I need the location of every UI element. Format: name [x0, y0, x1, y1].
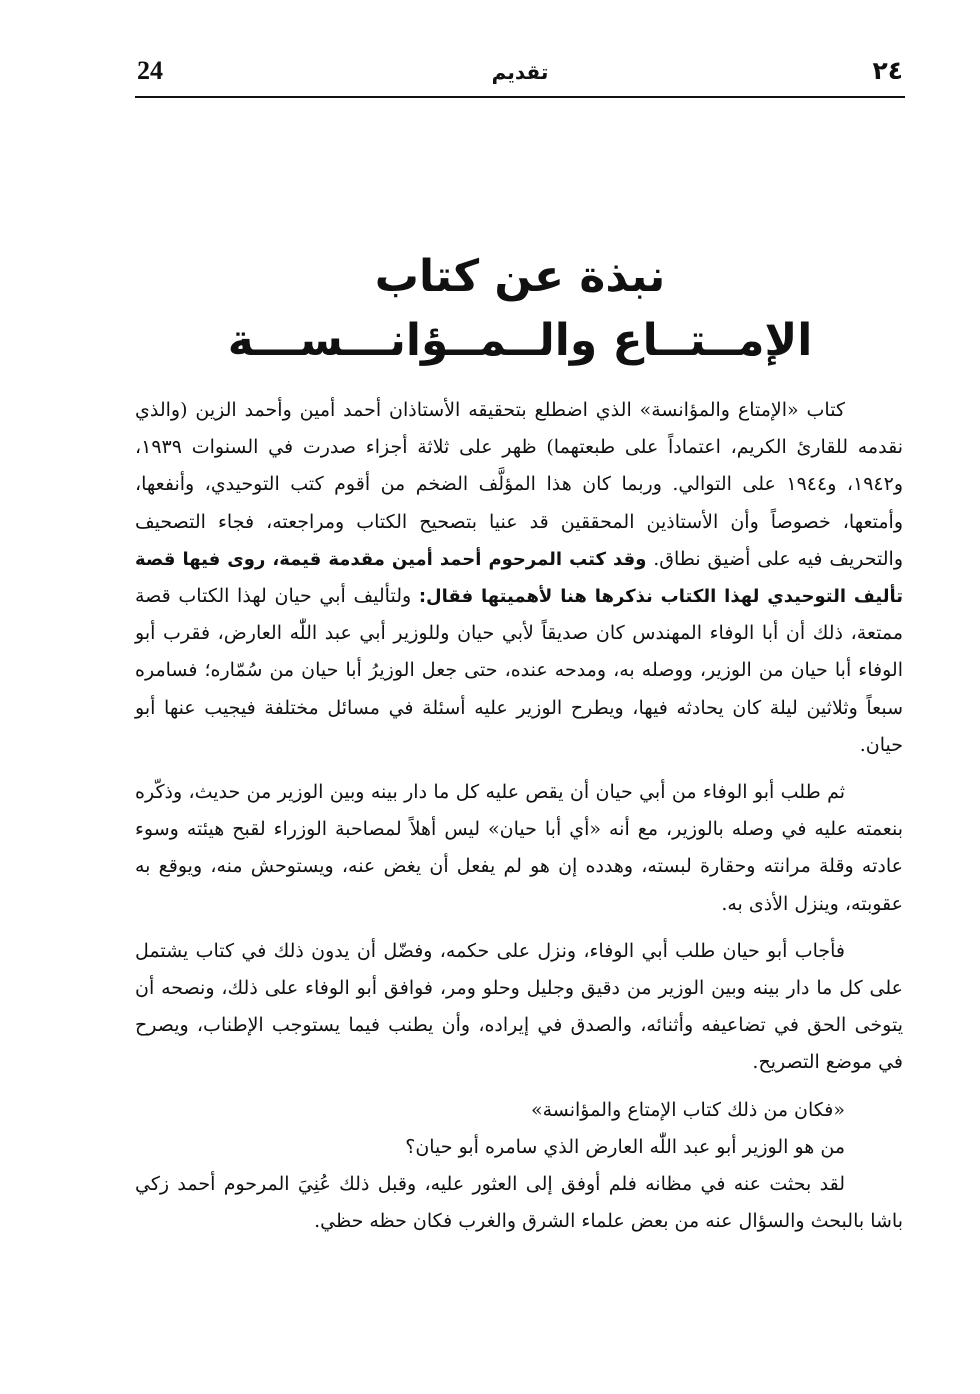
paragraph-1 [135, 392, 903, 764]
quote-line: «فكان من ذلك كتاب الإمتاع والمؤانسة» [530, 1098, 845, 1121]
page-header [135, 52, 905, 98]
paragraph-1-text-b: ولتأليف أبي حيان لهذا الكتاب قصة ممتعة، ذلك أن أبا الوفاء المهندس كان صديقاً لأبي حيان وللوزير أبي عبد اللّٰه العارض، فقرب أبو الوفاء أبا حيان من الوزير، ووصله به، ومدحه عنده، حتى جعل الوزيرُ أبا حيان من سُمّاره؛ فسامره سبعاً وثلاثين ليلة كان يحادثه فيها، ويطرح الوزير عليه أسئلة في مسائل مختلفة فيجيب عنها أبو حيان. [135, 585, 903, 756]
running-title: تقديم [491, 60, 549, 84]
question-line: من هو الوزير أبو عبد اللّٰه العارض الذي سامره أبو حيان؟ [405, 1135, 845, 1158]
paragraph-3: فأجاب أبو حيان طلب أبي الوفاء، ونزل على حكمه، وفضّل أن يدون ذلك في كتاب يشتمل على كل ما دار بينه وبين الوزير من دقيق وجليل وحلو ومر، فوافق أبو الوفاء على ذلك، ونصحه أن يتوخى الحق في تضاعيفه وأثنائه، والصدق في إيراده، وأن يطنب فيما يستوجب الإطناب، ويصرح في موضع التصريح. [135, 939, 903, 1074]
page-number-arabic: ٢٤ [872, 56, 903, 85]
page-number-latin: 24 [137, 56, 163, 85]
paragraph-1-bold: وقد كتب المرحوم أحمد أمين مقدمة قيمة، روى فيها قصة تأليف التوحيدي لهذا الكتاب نذكرها هنا لأهميتها فقال: [135, 548, 903, 608]
paragraph-6: لقد بحثت عنه في مظانه فلم أوفق إلى العثور عليه، وقبل ذلك عُنِيَ المرحوم أحمد زكي باشا بالبحث والسؤال عنه من بعض علماء الشرق والغرب فكان حظه حظي. [135, 1173, 903, 1233]
title-line-1: نبذة عن كتاب [374, 251, 666, 302]
body-text [135, 392, 903, 1250]
chapter-title [135, 245, 905, 373]
title-line-2: الإمــتــاع والــمــؤانـــســـة [227, 315, 813, 366]
paragraph-2: ثم طلب أبو الوفاء من أبي حيان أن يقص عليه كل ما دار بينه وبين الوزير من حديث، وذكّره بنعمته عليه في وصله بالوزير، مع أنه «أي أبا حيان» ليس أهلاً لمصاحبة الوزراء لقبح هيئته وسوء عادته وقلة مرانته وحقارة لبسته، وهدده إن هو لم يفعل أن يغض عنه، ويستوحش منه، ويوقع به عقوبته، وينزل الأذى به. [135, 781, 903, 915]
paragraph-1-text-a: كتاب «الإمتاع والمؤانسة» الذي اضطلع بتحقيقه الأستاذان أحمد أمين وأحمد الزين (والذي نقدمه للقارئ الكريم، اعتماداً على طبعتهما) ظهر على ثلاثة أجزاء صدرت في السنوات ١٩٣٩، و١٩٤٢، و١٩٤٤ على التوالي. وربما كان هذا المؤلَّف الضخم من أقوم كتب التوحيدي، وأنفعها، وأمتعها، خصوصاً وأن الأستاذين المحققين قد عنيا بتصحيح الكتاب ومراجعته، فجاء التصحيف والتحريف فيه على أضيق نطاق. [135, 399, 904, 570]
